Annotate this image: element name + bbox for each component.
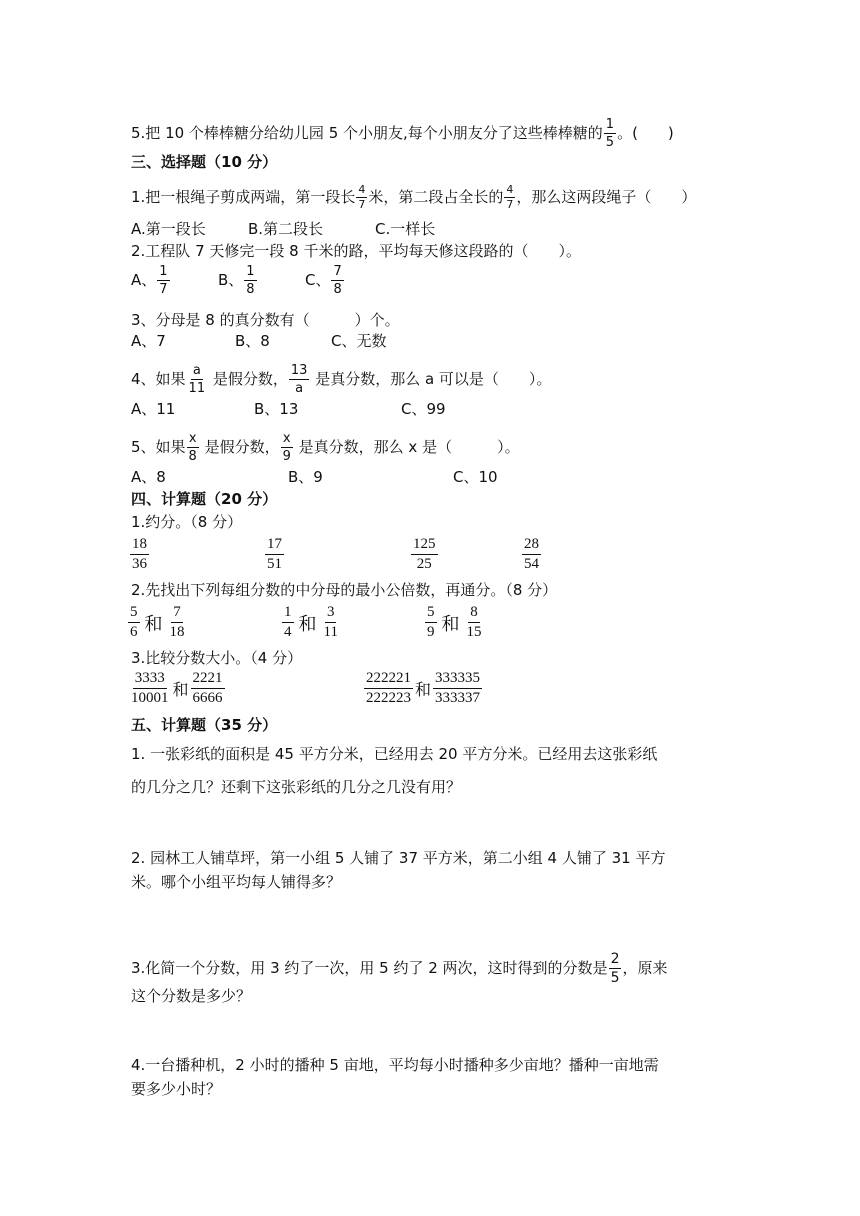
fraction: $\frac{13}{a}$: [290, 363, 308, 396]
fraction: $\frac{1}{7}$: [159, 264, 168, 297]
fraction: $\frac{1}{5}$: [605, 117, 615, 150]
common-denominator-pair-1: 5 6 和 7 18: [130, 604, 185, 640]
fraction: $\frac{a}{11}$: [188, 363, 206, 396]
choice-option-b: B、8: [235, 332, 270, 350]
common-denominator-pair-2: 1 4 和 3 11: [284, 604, 338, 640]
compare-pair-2: 222221 222223 和 333335 333337: [366, 670, 481, 706]
calc-part-3-title: 3.比较分数大小。（4 分）: [131, 649, 303, 667]
common-denominator-pair-3: 5 9 和 8 15: [427, 604, 482, 640]
choice-question-3: 3、分母是 8 的真分数有（ ）个。: [131, 311, 400, 329]
choice-option-b: B、 $\frac{1}{8}$: [218, 264, 255, 297]
choice-option-b: B、13: [254, 400, 299, 418]
reduce-fraction-3: $\frac{125}{25}$: [413, 536, 436, 572]
section-5-title: 五、计算题（35 分）: [131, 716, 278, 734]
section-4-title: 四、计算题（20 分）: [131, 490, 278, 508]
fraction: $\frac{7}{8}$: [333, 264, 342, 297]
choice-option-a: A.第一段长: [131, 220, 206, 238]
calc-part-2-title: 2.先找出下列每组分数的中分母的最小公倍数，再通分。（8 分）: [131, 581, 558, 599]
choice-option-a: A、7: [131, 332, 166, 350]
word-problem-4-line-1: 4.一台播种机，2 小时的播种 5 亩地，平均每小时播种多少亩地？播种一亩地需: [131, 1056, 659, 1074]
choice-option-c: C.一样长: [375, 220, 436, 238]
judge-question-5: 5.把 10 个棒棒糖分给幼儿园 5 个小朋友,每个小朋友分了这些棒棒糖的 $\frac{1}{5}$ 。( ): [131, 117, 674, 150]
fraction: $\frac{1}{8}$: [246, 264, 255, 297]
reduce-fraction-1: $\frac{18}{36}$: [132, 536, 147, 572]
fraction: $\frac{x}{8}$: [188, 431, 197, 464]
choice-question-1: 1.把一根绳子剪成两端，第一段长 $\frac{4}{7}$ 米，第二段占全长的 $\frac{4}{7}$ ，那么这两段绳子（ ）: [131, 183, 697, 211]
fraction: $\frac{x}{9}$: [282, 431, 291, 464]
choice-option-c: C、99: [401, 400, 446, 418]
fraction: $\frac{2}{5}$: [610, 951, 620, 986]
compare-pair-1: 3333 10001 和 2221 6666: [131, 670, 223, 706]
word-problem-2-line-1: 2. 园林工人铺草坪，第一小组 5 人铺了 37 平方米，第二小组 4 人铺了 31 平方: [131, 849, 666, 867]
choice-option-c: C、 $\frac{7}{8}$: [305, 264, 342, 297]
word-problem-3-line-2: 这个分数是多少？: [131, 987, 252, 1005]
choice-question-4: 4、如果 $\frac{a}{11}$ 是假分数， $\frac{13}{a}$ 是真分数，那么 a 可以是（ ）。: [131, 363, 552, 396]
word-problem-4-line-2: 要多少小时？: [131, 1080, 222, 1098]
choice-option-a: A、11: [131, 400, 176, 418]
choice-option-b: B、9: [288, 468, 323, 486]
choice-question-2: 2.工程队 7 天修完一段 8 千米的路，平均每天修这段路的（ ）。: [131, 242, 581, 260]
word-problem-3-line-1: 3.化简一个分数，用 3 约了一次，用 5 约了 2 两次，这时得到的分数是 $\frac{2}{5}$ ，原来: [131, 951, 668, 986]
choice-question-5: 5、如果 $\frac{x}{8}$ 是假分数， $\frac{x}{9}$ 是真分数，那么 x 是（ ）。: [131, 431, 520, 464]
fraction: $\frac{4}{7}$: [358, 183, 366, 211]
fraction: $\frac{4}{7}$: [506, 183, 514, 211]
choice-option-a: A、8: [131, 468, 166, 486]
word-problem-1-line-2: 的几分之几？还剩下这张彩纸的几分之几没有用？: [131, 778, 462, 796]
question-text: 5.把 10 个棒棒糖分给幼儿园 5 个小朋友,每个小朋友分了这些棒棒糖的: [131, 124, 603, 142]
reduce-fraction-2: $\frac{17}{51}$: [267, 536, 282, 572]
choice-options-2: A、 $\frac{1}{7}$: [131, 264, 168, 297]
word-problem-2-line-2: 米。哪个小组平均每人铺得多？: [131, 873, 342, 891]
word-problem-1-line-1: 1. 一张彩纸的面积是 45 平方分米，已经用去 20 平方分米。已经用去这张彩纸: [131, 745, 658, 763]
choice-option-c: C、无数: [331, 332, 387, 350]
section-3-title: 三、选择题（10 分）: [131, 153, 278, 171]
calc-part-1-title: 1.约分。（8 分）: [131, 513, 243, 531]
choice-option-b: B.第二段长: [248, 220, 324, 238]
choice-option-c: C、10: [453, 468, 498, 486]
reduce-fraction-4: $\frac{28}{54}$: [524, 536, 539, 572]
